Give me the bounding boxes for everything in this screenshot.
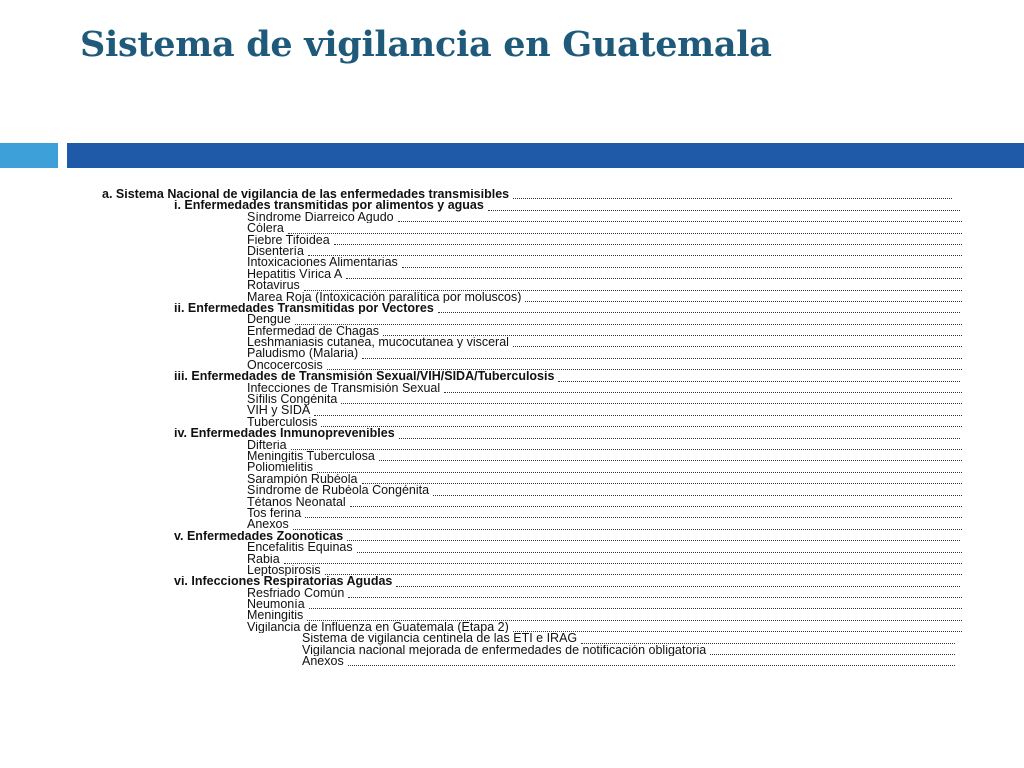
toc-item — [102, 212, 982, 223]
toc-item-label: Tuberculosis — [247, 416, 318, 429]
dotted-leader — [334, 244, 962, 245]
dotted-leader — [433, 495, 962, 496]
toc-item-label: Sífilis Congénita — [247, 394, 338, 406]
dotted-leader — [341, 403, 962, 404]
toc-item — [102, 337, 982, 348]
toc-item-label: Dengue — [247, 314, 291, 326]
dotted-leader — [357, 552, 962, 553]
dotted-leader — [346, 278, 962, 279]
toc-item — [102, 508, 982, 519]
dotted-leader — [304, 290, 962, 291]
toc-item-label: VIH y SIDA — [247, 405, 311, 417]
accent-bar-right — [67, 143, 1024, 168]
toc-item-label: Enfermedad de Chagas — [247, 325, 380, 338]
toc-item-label: Tétanos Neonatal — [247, 496, 346, 508]
toc-item — [102, 326, 982, 337]
toc-item-label: Meningitis Tuberculosa — [247, 450, 375, 463]
toc-item — [102, 348, 982, 359]
dotted-leader — [581, 643, 955, 644]
dotted-leader — [402, 267, 962, 268]
dotted-leader — [308, 255, 962, 256]
toc-item-label: Intoxicaciones Alimentarias — [247, 257, 398, 269]
toc-item-label: Rabia — [247, 553, 280, 565]
toc-group-label: iv. Enfermedades Inmunoprevenibles — [174, 428, 395, 440]
toc-item-label: Leshmaniasis cutanea, mucocutanea y visceral — [247, 337, 509, 349]
dotted-leader — [398, 221, 962, 222]
accent-bar-left — [0, 143, 58, 168]
toc-item-label: Síndrome de Rubéola Congénita — [247, 485, 430, 497]
toc-item-label: Leptospirosis — [247, 564, 321, 577]
toc-subitem-label: Anexos — [302, 656, 344, 668]
toc-item — [102, 565, 982, 576]
toc-item — [102, 485, 982, 496]
toc-item — [102, 554, 982, 565]
toc-item-label: Difteria — [247, 439, 287, 451]
toc-item-label: Meningitis — [247, 610, 304, 622]
dotted-leader — [309, 608, 962, 609]
dotted-leader — [321, 426, 962, 427]
toc-item-label: Tos ferina — [247, 507, 302, 520]
toc-item-label: Síndrome Diarreico Agudo — [247, 211, 394, 224]
toc-item-label: Hepatitis Vírica A — [247, 268, 343, 281]
toc-item — [102, 474, 982, 485]
toc-item — [102, 588, 982, 599]
dotted-leader — [362, 483, 962, 484]
dotted-leader — [350, 506, 962, 507]
dotted-leader — [295, 324, 962, 325]
toc-group-label: vi. Infecciones Respiratorias Agudas — [174, 576, 393, 588]
toc-item-label: Resfriado Común — [247, 587, 345, 600]
toc-item — [102, 542, 982, 553]
toc-group — [102, 576, 982, 587]
toc-item-label: Fiebre Tifoidea — [247, 234, 330, 246]
toc-item — [102, 235, 982, 246]
dotted-leader — [513, 198, 952, 199]
toc-item-label: Vigilancia de Influenza en Guatemala (Etapa 2) — [247, 621, 509, 634]
dotted-leader — [314, 415, 962, 416]
dotted-leader — [317, 472, 962, 473]
dotted-leader — [327, 369, 962, 370]
dotted-leader — [513, 346, 962, 347]
toc-item-label: Encefalitis Equinas — [247, 542, 353, 554]
toc-subitem — [102, 645, 982, 656]
toc-item — [102, 394, 982, 405]
toc-item-label: Rotavirus — [247, 280, 300, 292]
toc-item — [102, 314, 982, 325]
toc-item-label: Sarampión Rubéola — [247, 473, 358, 486]
dotted-leader — [362, 358, 962, 359]
toc-item — [102, 257, 982, 268]
dotted-leader — [399, 438, 960, 439]
toc-item-label: Marea Roja (Intoxicación paralítica por moluscos) — [247, 291, 522, 303]
dotted-leader — [348, 597, 962, 598]
toc-heading-label: a. Sistema Nacional de vigilancia de las enfermedades transmisibles — [102, 189, 510, 201]
toc-item — [102, 269, 982, 280]
toc-item-label: Cólera — [247, 223, 284, 235]
toc-item-label: Infecciones de Transmisión Sexual — [247, 382, 441, 395]
dotted-leader — [710, 654, 955, 655]
dotted-leader — [305, 517, 962, 518]
toc-group-label: v. Enfermedades Zoonoticas — [174, 530, 344, 543]
toc-item — [102, 519, 982, 530]
toc-group — [102, 428, 982, 439]
dotted-leader — [348, 665, 955, 666]
dotted-leader — [438, 312, 960, 313]
toc-item — [102, 440, 982, 451]
toc-item-label: Paludismo (Malaria) — [247, 348, 359, 360]
dotted-leader — [379, 460, 962, 461]
toc-item — [102, 417, 982, 428]
dotted-leader — [444, 392, 962, 393]
dotted-leader — [396, 586, 960, 587]
toc-group — [102, 531, 982, 542]
toc-group-label: i. Enfermedades transmitidas por alimentos y aguas — [174, 200, 484, 212]
toc-item — [102, 360, 982, 371]
dotted-leader — [347, 540, 960, 541]
table-of-contents — [102, 189, 982, 667]
dotted-leader — [288, 233, 962, 234]
toc-item-label: Neumonía — [247, 599, 305, 611]
toc-item — [102, 246, 982, 257]
toc-subitem — [102, 656, 982, 667]
dotted-leader — [293, 529, 962, 530]
dotted-leader — [325, 574, 962, 575]
toc-heading — [102, 189, 982, 200]
toc-item — [102, 451, 982, 462]
toc-item — [102, 610, 982, 621]
toc-item — [102, 223, 982, 234]
toc-subitem — [102, 633, 982, 644]
dotted-leader — [558, 381, 960, 382]
toc-item — [102, 280, 982, 291]
toc-item-label: Oncocercosis — [247, 359, 323, 372]
dotted-leader — [383, 335, 962, 336]
toc-group-label: ii. Enfermedades Transmitidas por Vectores — [174, 302, 434, 315]
toc-group — [102, 200, 982, 211]
toc-item — [102, 599, 982, 610]
toc-group — [102, 371, 982, 382]
slide-title: Sistema de vigilancia en Guatemala — [80, 24, 772, 65]
toc-item — [102, 622, 982, 633]
toc-subitem-label: Sistema de vigilancia centinela de las ETI e IRAG — [302, 633, 578, 645]
toc-item — [102, 292, 982, 303]
dotted-leader — [513, 631, 962, 632]
toc-item-label: Disentería — [247, 245, 304, 258]
toc-item-label: Anexos — [247, 519, 289, 531]
toc-item — [102, 497, 982, 508]
toc-item — [102, 383, 982, 394]
toc-item — [102, 462, 982, 473]
toc-subitem-label: Vigilancia nacional mejorada de enfermedades de notificación obligatoria — [302, 644, 707, 657]
toc-item — [102, 405, 982, 416]
dotted-leader — [307, 620, 962, 621]
toc-group-label: iii. Enfermedades de Transmisión Sexual/VIH/SIDA/Tuberculosis — [174, 371, 555, 383]
toc-item-label: Poliomielitis — [247, 462, 313, 474]
dotted-leader — [291, 449, 962, 450]
toc-group — [102, 303, 982, 314]
dotted-leader — [284, 563, 962, 564]
dotted-leader — [488, 210, 960, 211]
dotted-leader — [525, 301, 962, 302]
